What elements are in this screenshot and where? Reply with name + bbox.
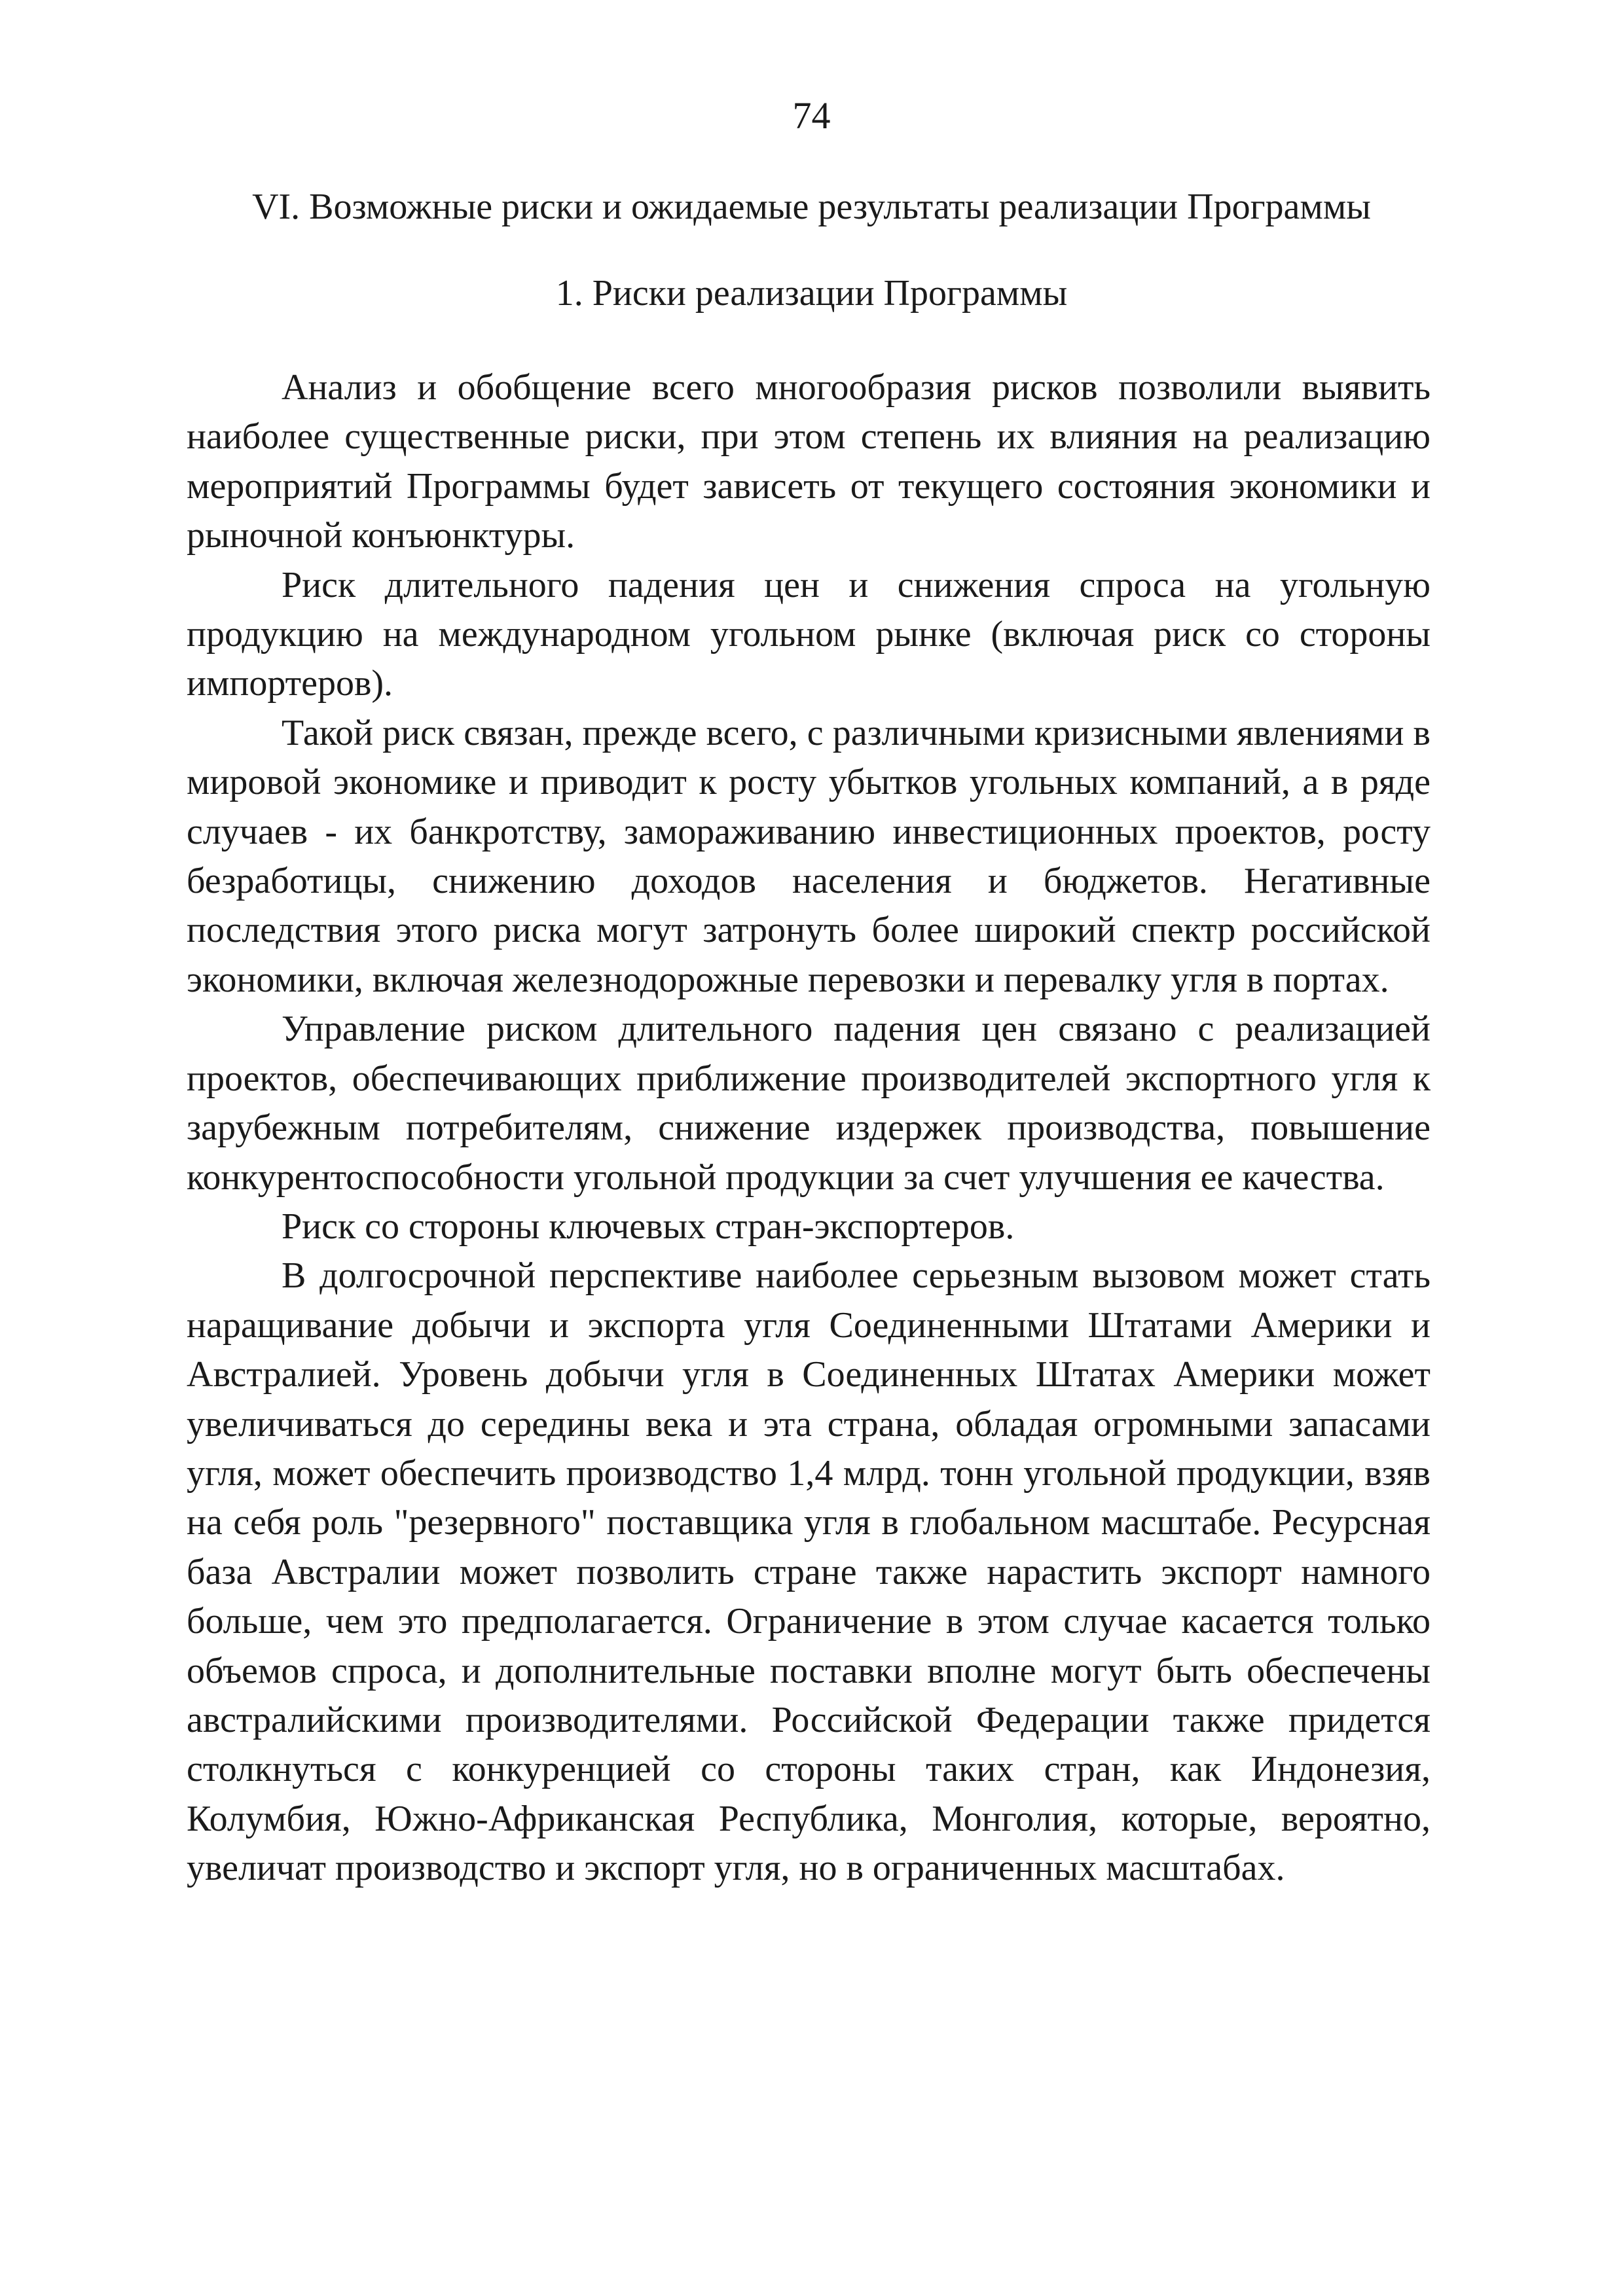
document-body (187, 363, 1431, 1893)
paragraph-crisis-consequences: Такой риск связан, прежде всего, с различными кризисными явлениями в мировой экономике и приводит к росту убытков угольных компаний, а в ряде случаев - их банкротству, замораживанию инвестиционных проектов, росту безработицы, снижению доходов населения и бюджетов. Негативные последствия этого риска могут затронуть более широкий спектр российской экономики, включая железнодорожные перевозки и перевалку угля в портах. (187, 712, 1431, 1000)
paragraph-price-risk: Риск длительного падения цен и снижения спроса на угольную продукцию на международном угольном рынке (включая риск со стороны импортеров). (187, 564, 1431, 704)
paragraph-exporter-risk: Риск со стороны ключевых стран-экспортеров. (282, 1206, 1015, 1247)
paragraph-risk-management: Управление риском длительного падения цен связано с реализацией проектов, обеспечивающих приближение производителей экспортного угля к зарубежным потребителям, снижение издержек производства, повышение конкурентоспособности угольной продукции за счет улучшения ее качества. (187, 1009, 1431, 1198)
subsection-title: 1. Риски реализации Программы (555, 273, 1068, 314)
page-number: 74 (792, 94, 831, 137)
section-title: VI. Возможные риски и ожидаемые результаты реализации Программы (252, 187, 1371, 227)
paragraph-risk-analysis: Анализ и обобщение всего многообразия рисков позволили выявить наиболее существенные риски, при этом степень их влияния на реализацию мероприятий Программы будет зависеть от текущего состояния экономики и рыночной конъюнктуры. (187, 367, 1431, 556)
paragraph-long-term-outlook: В долгосрочной перспективе наиболее серьезным вызовом может стать наращивание добычи и экспорта угля Соединенными Штатами Америки и Австралией. Уровень добычи угля в Соединенных Штатах Америки может увеличиваться до середины века и эта страна, обладая огромными запасами угля, может обеспечить производство 1,4 млрд. тонн угольной продукции, взяв на себя роль "резервного" поставщика угля в глобальном масштабе. Ресурсная база Австралии может позволить стране также нарастить экспорт намного больше, чем это предполагается. Ограничение в этом случае касается только объемов спроса, и дополнительные поставки вполне могут быть обеспечены австралийскими производителями. Российской Федерации также придется столкнуться с конкуренцией со стороны таких стран, как Индонезия, Колумбия, Южно-Африканская Республика, Монголия, которые, вероятно, увеличат производство и экспорт угля, но в ограниченных масштабах. (187, 1255, 1431, 1889)
